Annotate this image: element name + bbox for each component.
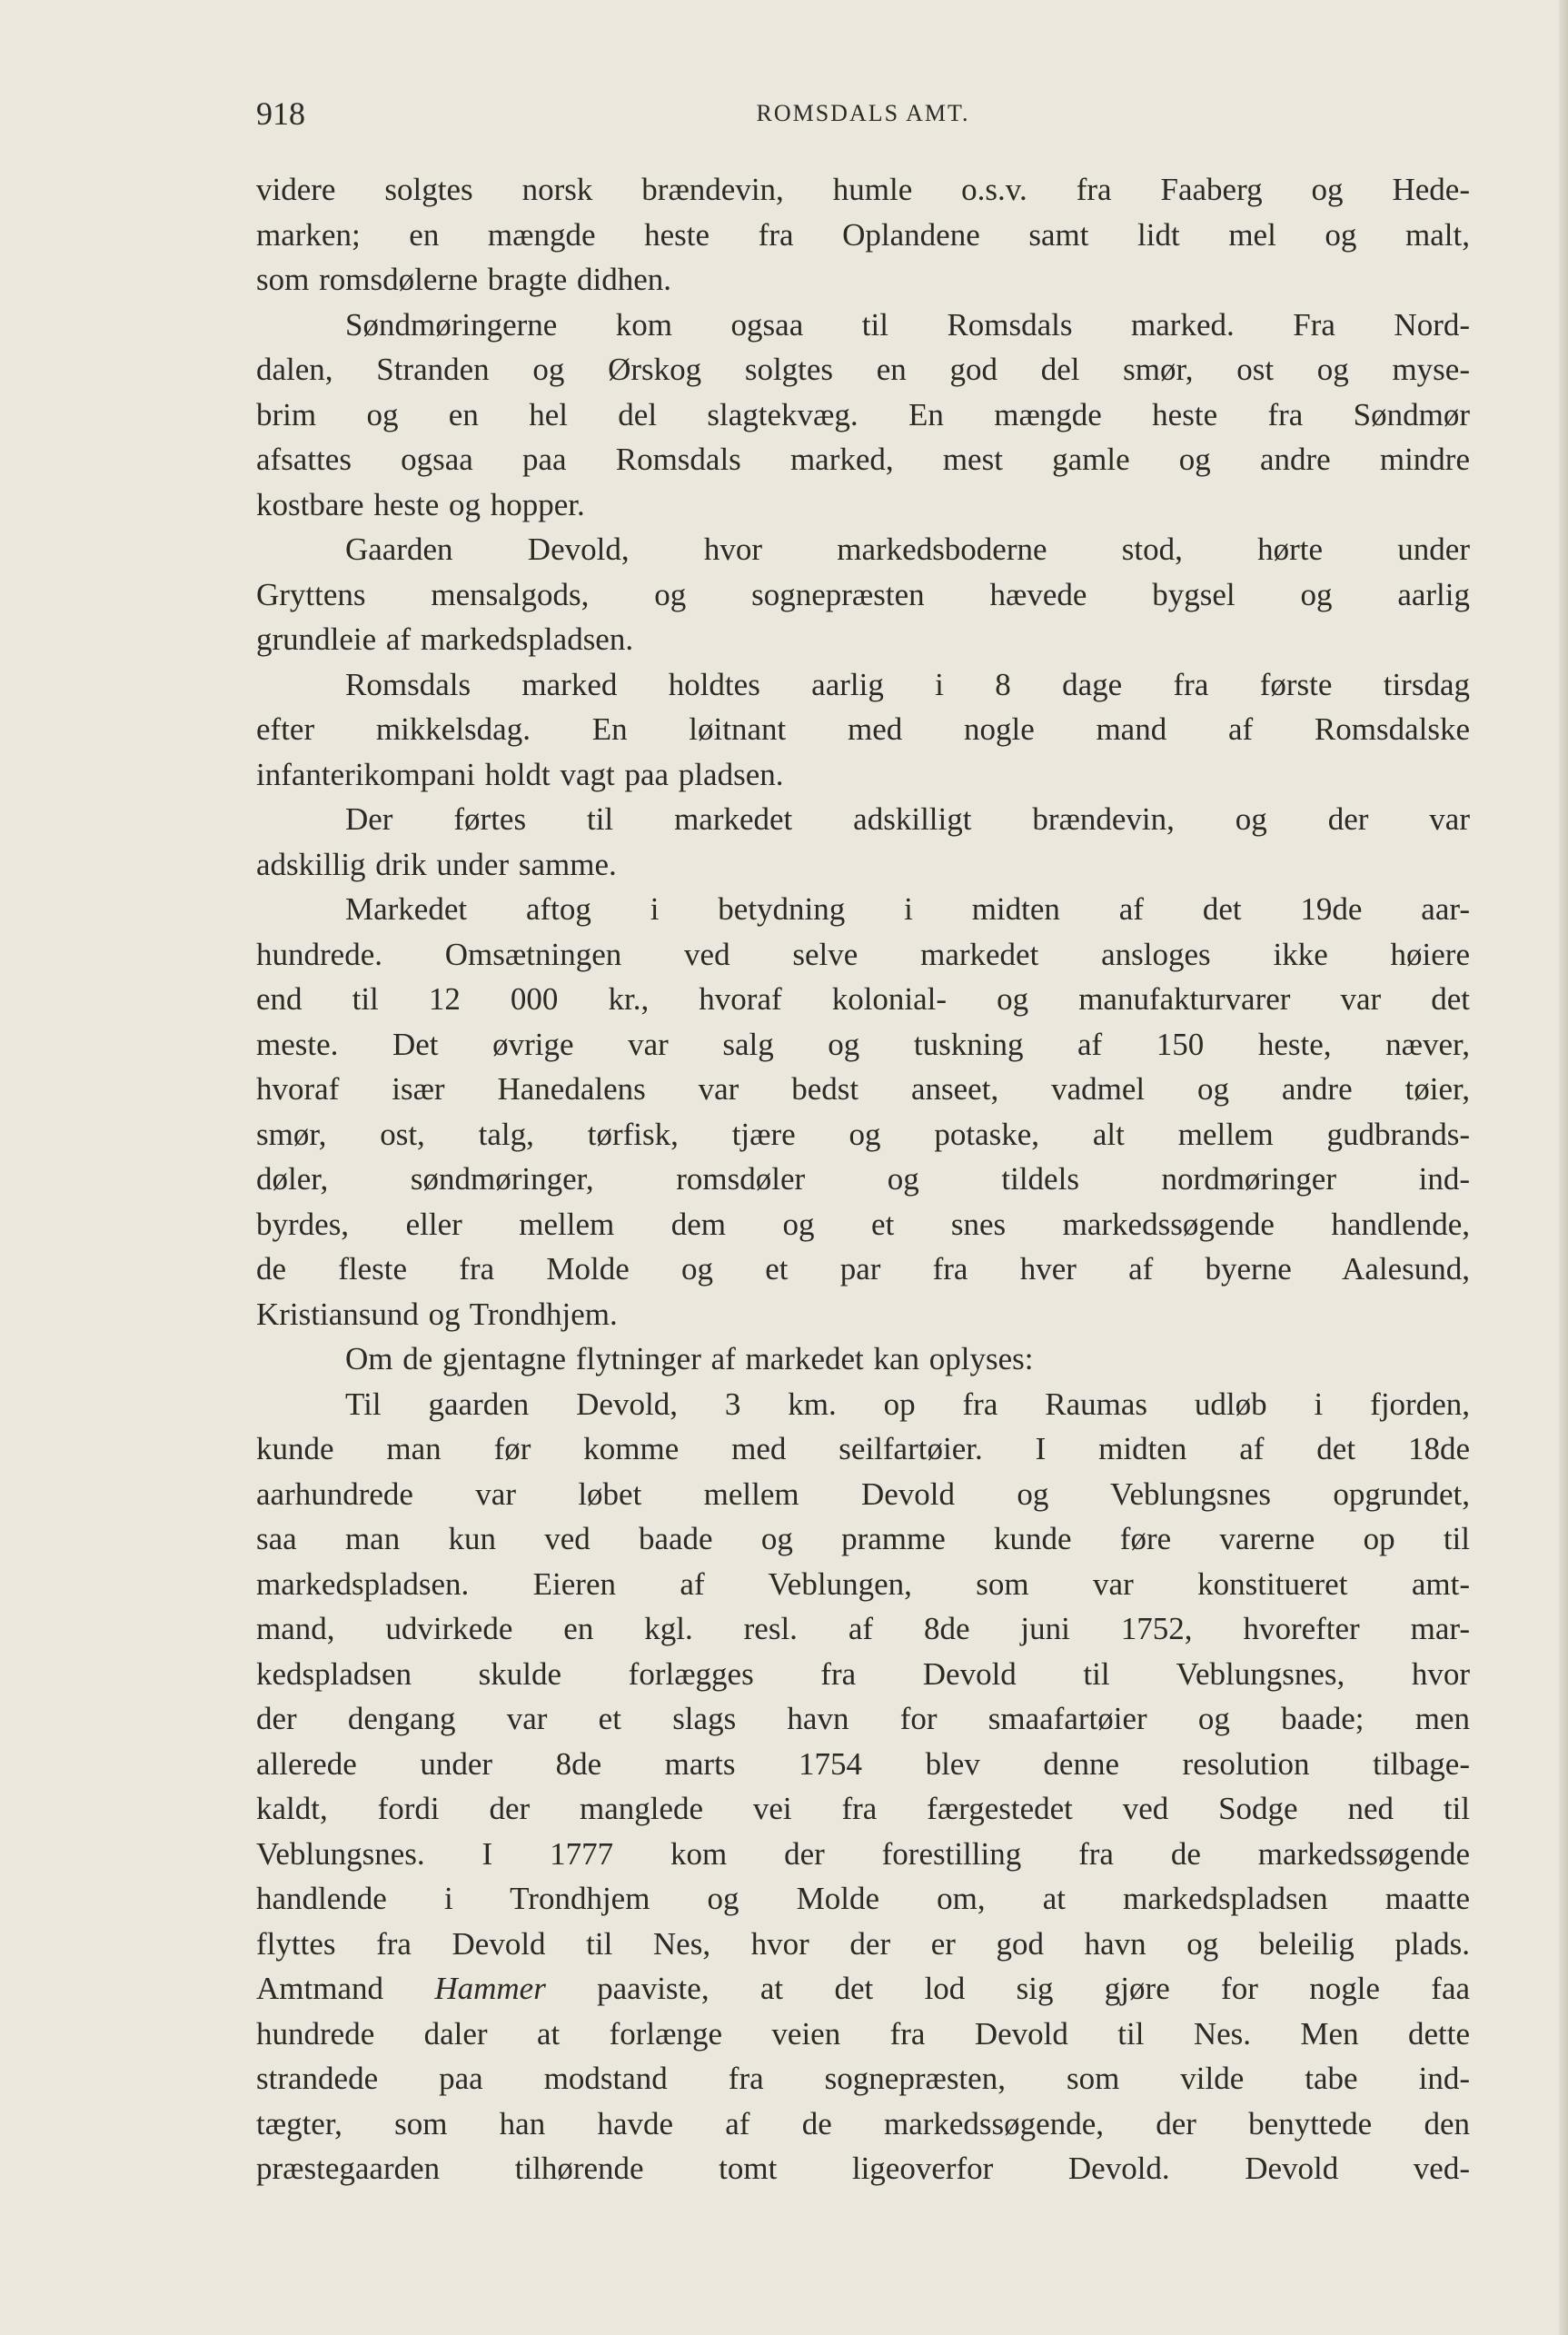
text-line bbox=[256, 1966, 1470, 2012]
text-line: kostbare heste og hopper. bbox=[256, 486, 585, 522]
text-segment: Amtmand bbox=[256, 1971, 435, 2006]
text-line: brim og en hel del slagtekvæg. En mængde heste fra Søndmør bbox=[256, 396, 1470, 432]
text-line: hundrede. Omsætningen ved selve markedet ansloges ikke høiere bbox=[256, 936, 1470, 972]
text-line: Om de gjentagne flytninger af markedet kan oplyses: bbox=[345, 1341, 1034, 1376]
text-line: grundleie af markedspladsen. bbox=[256, 621, 634, 657]
text-line: markedspladsen. Eieren af Veblungen, som var konstitueret amt- bbox=[256, 1565, 1470, 1602]
text-line: kunde man før komme med seilfartøier. I midten af det 18de bbox=[256, 1431, 1470, 1466]
text-line: præstegaarden tilhørende tomt ligeoverfor Devold. Devold ved- bbox=[256, 2151, 1470, 2186]
running-title: ROMSDALS AMT. bbox=[756, 100, 970, 126]
text-line: hundrede daler at forlænge veien fra Devold til Nes. Men dette bbox=[256, 2015, 1470, 2052]
text-line: adskillig drik under samme. bbox=[256, 846, 617, 882]
page-number: 918 bbox=[256, 95, 305, 132]
text-line: Kristiansund og Trondhjem. bbox=[256, 1296, 618, 1332]
text-line: Til gaarden Devold, 3 km. op fra Raumas udløb i fjorden, bbox=[345, 1386, 1470, 1422]
text-line: Veblungsnes. I 1777 kom der forestilling fra de markedssøgende bbox=[256, 1835, 1470, 1872]
text-line: tægter, som han havde af de markedssøgende, der benyttede den bbox=[256, 2105, 1470, 2141]
text-line: flyttes fra Devold til Nes, hvor der er god havn og beleilig plads. bbox=[256, 1925, 1470, 1962]
page-edge-shadow bbox=[1559, 0, 1568, 2335]
text-line: døler, søndmøringer, romsdøler og tildels nordmøringer ind- bbox=[256, 1161, 1470, 1197]
body-text bbox=[256, 167, 1470, 2191]
text-line: Der førtes til markedet adskilligt brændevin, og der var bbox=[345, 801, 1470, 837]
text-line: de fleste fra Molde og et par fra hver af byerne Aalesund, bbox=[256, 1251, 1470, 1287]
text-line: meste. Det øvrige var salg og tuskning af 150 heste, næver, bbox=[256, 1026, 1470, 1062]
text-line: byrdes, eller mellem dem og et snes markedssøgende handlende, bbox=[256, 1206, 1470, 1242]
text-line: strandede paa modstand fra sognepræsten, som vilde tabe ind- bbox=[256, 2061, 1470, 2096]
italic-name: Hammer bbox=[434, 1971, 546, 2006]
text-line: allerede under 8de marts 1754 blev denne resolution tilbage- bbox=[256, 1745, 1470, 1782]
text-line: Markedet aftog i betydning i midten af det 19de aar- bbox=[345, 891, 1470, 927]
text-line: smør, ost, talg, tørfisk, tjære og potaske, alt mellem gudbrands- bbox=[256, 1116, 1470, 1152]
text-segment: paaviste, at det lod sig gjøre for nogle faa bbox=[545, 1971, 1470, 2006]
text-line: efter mikkelsdag. En løitnant med nogle mand af Romsdalske bbox=[256, 711, 1470, 747]
text-line: Gaarden Devold, hvor markedsboderne stod, hørte under bbox=[345, 532, 1470, 567]
text-line: end til 12 000 kr., hvoraf kolonial- og manufakturvarer var det bbox=[256, 981, 1470, 1017]
text-line: Gryttens mensalgods, og sognepræsten hævede bygsel og aarlig bbox=[256, 576, 1470, 612]
text-line: saa man kun ved baade og pramme kunde føre varerne op til bbox=[256, 1521, 1470, 1556]
text-line: som romsdølerne bragte didhen. bbox=[256, 262, 672, 297]
text-line: Søndmøringerne kom ogsaa til Romsdals marked. Fra Nord- bbox=[345, 306, 1470, 343]
text-line: kaldt, fordi der manglede vei fra færgestedet ved Sodge ned til bbox=[256, 1791, 1470, 1826]
page-header bbox=[256, 91, 1470, 136]
text-line: Romsdals marked holdtes aarlig i 8 dage fra første tirsdag bbox=[345, 666, 1470, 702]
text-line: mand, udvirkede en kgl. resl. af 8de juni 1752, hvorefter mar- bbox=[256, 1611, 1470, 1646]
text-line: der dengang var et slags havn for smaafartøier og baade; men bbox=[256, 1701, 1470, 1736]
text-line: marken; en mængde heste fra Oplandene samt lidt mel og malt, bbox=[256, 216, 1470, 253]
text-line: afsattes ogsaa paa Romsdals marked, mest gamle og andre mindre bbox=[256, 442, 1470, 477]
text-line: kedspladsen skulde forlægges fra Devold til Veblungsnes, hvor bbox=[256, 1655, 1470, 1692]
text-line: hvoraf især Hanedalens var bedst anseet, vadmel og andre tøier, bbox=[256, 1071, 1470, 1107]
text-line: infanterikompani holdt vagt paa pladsen. bbox=[256, 756, 784, 792]
text-line: dalen, Stranden og Ørskog solgtes en god del smør, ost og myse- bbox=[256, 352, 1470, 387]
text-line: aarhundrede var løbet mellem Devold og Veblungsnes opgrundet, bbox=[256, 1476, 1470, 1512]
text-line: handlende i Trondhjem og Molde om, at markedspladsen maatte bbox=[256, 1881, 1470, 1916]
text-line: videre solgtes norsk brændevin, humle o.s.v. fra Faaberg og Hede- bbox=[256, 172, 1470, 207]
